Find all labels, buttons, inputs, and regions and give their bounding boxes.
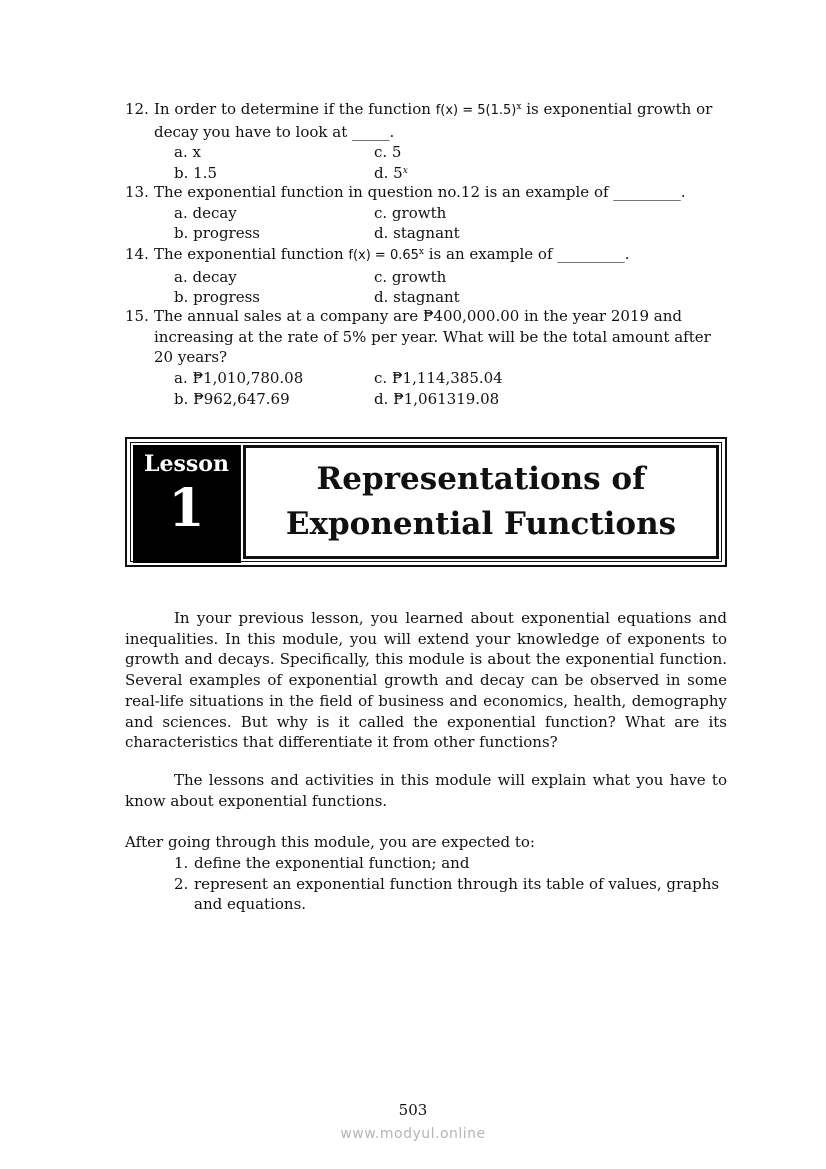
option-c: c. 5 [374, 143, 402, 162]
option-a: a. x [174, 143, 201, 162]
option-a: a. ₱1,010,780.08 [174, 369, 304, 388]
question-12: 12. In order to determine if the function $f(x) = 5(1.5)^x$ is exponential growth or decay you have to look at _____. a. x c. 5 b. 1.5 d. 5$^x$ [125, 100, 713, 183]
page-number: 503 [398, 1101, 428, 1119]
question-15: 15. The annual sales at a company are ₱400,000.00 in the year 2019 and increasing at the rate of 5% per year. What will be the total amount after 20 years? a. ₱1,010,780.08 c. ₱1,114,385.04 b. ₱962,647.69 d. ₱1,061319.08 [125, 307, 711, 408]
option-c: c. growth [374, 267, 447, 286]
option-a: a. decay [174, 267, 237, 286]
lesson-label: Lesson [144, 451, 229, 477]
lesson-number: 1 [168, 478, 205, 539]
option-c: c. ₱1,114,385.04 [374, 369, 503, 388]
option-c: c. growth [374, 203, 447, 222]
lesson-banner [125, 437, 727, 567]
option-d: d. 5$^x$ [374, 164, 408, 183]
objective-item: 2. represent an exponential function through its table of values, graphs and equations. [174, 874, 720, 914]
option-b: b. ₱962,647.69 [174, 389, 290, 408]
option-b: b. progress [174, 224, 260, 243]
watermark: www.modyul.online [340, 1126, 486, 1142]
objectives-intro: After going through this module, you are expected to: [125, 833, 535, 851]
option-a: a. decay [174, 203, 237, 222]
objective-item: 1. define the exponential function; and [174, 854, 470, 872]
objectives-list [174, 853, 724, 915]
option-d: d. stagnant [374, 288, 460, 307]
option-b: b. progress [174, 288, 260, 307]
lesson-number-box [133, 445, 241, 563]
lesson-title-box [243, 445, 719, 559]
intro-paragraph: In your previous lesson, you learned about exponential equations and inequalities. In this module, you will extend your knowledge of exponents to growth and decays. Specifically, this module is about the exponential function. Several examples of exponential growth and decay can be observed in some real-life situations in the field of business and economics, health, demography and sciences. But why is it called the exponential function? What are its characteristics that differentiate it from other functions? [125, 609, 727, 752]
question-14: 14. The exponential function $f(x) = 0.65^x$ is an example of _________. a. decay c. growth b. progress d. stagnant [125, 245, 630, 307]
question-13: 13. The exponential function in question no.12 is an example of _________. a. decay c. growth b. progress d. stagnant [125, 183, 686, 243]
option-d: d. stagnant [374, 224, 460, 243]
option-d: d. ₱1,061319.08 [374, 389, 500, 408]
option-b: b. 1.5 [174, 164, 217, 183]
module-paragraph: The lessons and activities in this module will explain what you have to know about exponential functions. [125, 771, 727, 810]
lesson-title: Representations of Exponential Functions [285, 461, 677, 542]
